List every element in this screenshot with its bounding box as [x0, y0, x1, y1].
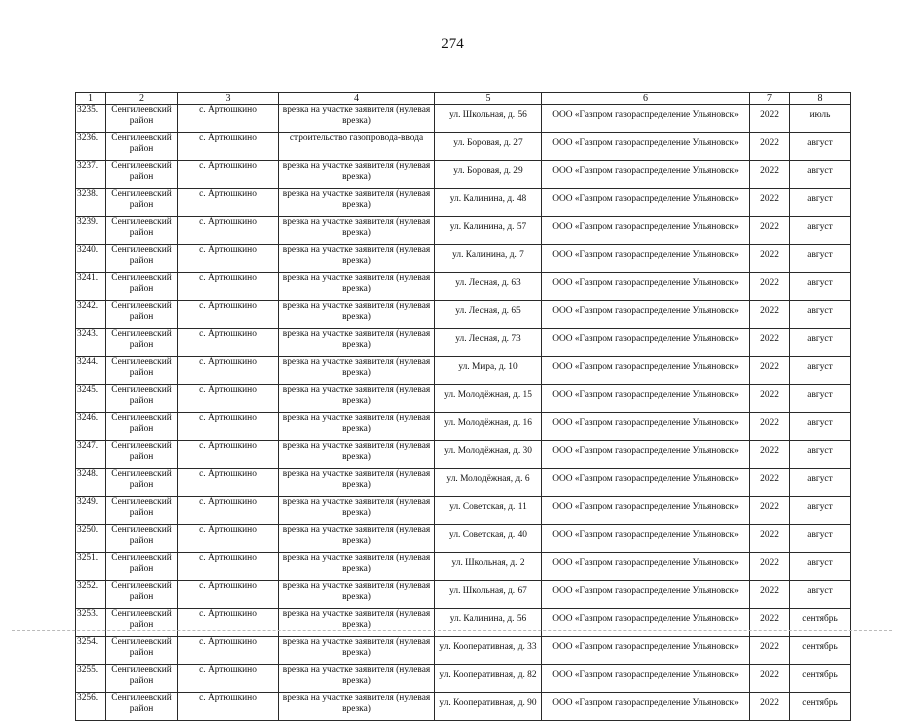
cell-row-number: 3241.: [76, 273, 106, 301]
cell-month: сентябрь: [790, 693, 851, 721]
cell-month: август: [790, 497, 851, 525]
cell-work-type: врезка на участке заявителя (нулевая врезка): [279, 665, 435, 693]
cell-organization: ООО «Газпром газораспределение Ульяновск»: [542, 637, 750, 665]
table-row: [76, 469, 851, 497]
table-row: [76, 581, 851, 609]
cell-district: Сенгилеевский район: [106, 385, 178, 413]
table-body: [76, 105, 851, 721]
cell-address: ул. Лесная, д. 63: [435, 273, 542, 301]
cell-work-type: врезка на участке заявителя (нулевая врезка): [279, 105, 435, 133]
cell-address: ул. Лесная, д. 73: [435, 329, 542, 357]
cell-address: ул. Кооперативная, д. 82: [435, 665, 542, 693]
cell-row-number: 3239.: [76, 217, 106, 245]
cell-row-number: 3243.: [76, 329, 106, 357]
cell-settlement: с. Артюшкино: [178, 245, 279, 273]
cell-month: август: [790, 329, 851, 357]
table-row: [76, 329, 851, 357]
cell-organization: ООО «Газпром газораспределение Ульяновск»: [542, 217, 750, 245]
table-row: [76, 245, 851, 273]
cell-address: ул. Калинина, д. 48: [435, 189, 542, 217]
cell-month: август: [790, 189, 851, 217]
cell-district: Сенгилеевский район: [106, 105, 178, 133]
cell-work-type: врезка на участке заявителя (нулевая врезка): [279, 637, 435, 665]
cell-year: 2022: [750, 105, 790, 133]
table-row: [76, 301, 851, 329]
cell-settlement: с. Артюшкино: [178, 273, 279, 301]
cell-year: 2022: [750, 609, 790, 637]
col-header-2: 2: [106, 93, 178, 105]
cell-year: 2022: [750, 217, 790, 245]
cell-address: ул. Молодёжная, д. 30: [435, 441, 542, 469]
col-header-4: 4: [279, 93, 435, 105]
cell-organization: ООО «Газпром газораспределение Ульяновск»: [542, 161, 750, 189]
cell-settlement: с. Артюшкино: [178, 105, 279, 133]
cell-district: Сенгилеевский район: [106, 189, 178, 217]
cell-row-number: 3245.: [76, 385, 106, 413]
cell-month: август: [790, 133, 851, 161]
cell-work-type: врезка на участке заявителя (нулевая врезка): [279, 357, 435, 385]
cell-work-type: врезка на участке заявителя (нулевая врезка): [279, 497, 435, 525]
cell-address: ул. Кооперативная, д. 90: [435, 693, 542, 721]
cell-settlement: с. Артюшкино: [178, 441, 279, 469]
cell-year: 2022: [750, 161, 790, 189]
cell-year: 2022: [750, 553, 790, 581]
cell-month: август: [790, 553, 851, 581]
cell-address: ул. Школьная, д. 2: [435, 553, 542, 581]
cell-address: ул. Советская, д. 40: [435, 525, 542, 553]
cell-row-number: 3253.: [76, 609, 106, 637]
cell-work-type: врезка на участке заявителя (нулевая врезка): [279, 693, 435, 721]
cell-organization: ООО «Газпром газораспределение Ульяновск»: [542, 273, 750, 301]
cell-district: Сенгилеевский район: [106, 665, 178, 693]
cell-year: 2022: [750, 441, 790, 469]
cell-district: Сенгилеевский район: [106, 273, 178, 301]
cell-row-number: 3236.: [76, 133, 106, 161]
cell-organization: ООО «Газпром газораспределение Ульяновск»: [542, 469, 750, 497]
cell-work-type: врезка на участке заявителя (нулевая врезка): [279, 553, 435, 581]
table-row: [76, 553, 851, 581]
cell-organization: ООО «Газпром газораспределение Ульяновск»: [542, 413, 750, 441]
cell-organization: ООО «Газпром газораспределение Ульяновск»: [542, 525, 750, 553]
cell-settlement: с. Артюшкино: [178, 665, 279, 693]
header-row: [76, 93, 851, 105]
cell-district: Сенгилеевский район: [106, 329, 178, 357]
cell-work-type: врезка на участке заявителя (нулевая врезка): [279, 301, 435, 329]
cell-organization: ООО «Газпром газораспределение Ульяновск»: [542, 581, 750, 609]
cell-settlement: с. Артюшкино: [178, 161, 279, 189]
cell-work-type: врезка на участке заявителя (нулевая врезка): [279, 161, 435, 189]
cell-settlement: с. Артюшкино: [178, 301, 279, 329]
cell-month: август: [790, 357, 851, 385]
table-row: [76, 497, 851, 525]
cell-work-type: врезка на участке заявителя (нулевая врезка): [279, 245, 435, 273]
cell-work-type: врезка на участке заявителя (нулевая врезка): [279, 525, 435, 553]
cell-month: август: [790, 301, 851, 329]
cell-work-type: врезка на участке заявителя (нулевая врезка): [279, 413, 435, 441]
cell-month: август: [790, 161, 851, 189]
cell-organization: ООО «Газпром газораспределение Ульяновск»: [542, 385, 750, 413]
cell-row-number: 3247.: [76, 441, 106, 469]
cell-address: ул. Кооперативная, д. 33: [435, 637, 542, 665]
table-row: [76, 637, 851, 665]
cell-settlement: с. Артюшкино: [178, 357, 279, 385]
cell-year: 2022: [750, 525, 790, 553]
cell-district: Сенгилеевский район: [106, 133, 178, 161]
cell-month: август: [790, 245, 851, 273]
cell-district: Сенгилеевский район: [106, 525, 178, 553]
cell-address: ул. Мира, д. 10: [435, 357, 542, 385]
cell-settlement: с. Артюшкино: [178, 637, 279, 665]
cell-row-number: 3248.: [76, 469, 106, 497]
cell-year: 2022: [750, 693, 790, 721]
cell-organization: ООО «Газпром газораспределение Ульяновск»: [542, 189, 750, 217]
table-row: [76, 161, 851, 189]
cell-month: август: [790, 441, 851, 469]
cell-address: ул. Калинина, д. 57: [435, 217, 542, 245]
cell-organization: ООО «Газпром газораспределение Ульяновск»: [542, 553, 750, 581]
table-row: [76, 693, 851, 721]
cell-work-type: строительство газопровода-ввода: [279, 133, 435, 161]
cell-settlement: с. Артюшкино: [178, 469, 279, 497]
cell-year: 2022: [750, 385, 790, 413]
table-row: [76, 441, 851, 469]
cell-district: Сенгилеевский район: [106, 357, 178, 385]
cell-settlement: с. Артюшкино: [178, 385, 279, 413]
cell-year: 2022: [750, 581, 790, 609]
cell-year: 2022: [750, 357, 790, 385]
cell-row-number: 3254.: [76, 637, 106, 665]
cell-work-type: врезка на участке заявителя (нулевая врезка): [279, 385, 435, 413]
cell-address: ул. Молодёжная, д. 15: [435, 385, 542, 413]
cell-month: сентябрь: [790, 609, 851, 637]
cell-row-number: 3235.: [76, 105, 106, 133]
cell-row-number: 3246.: [76, 413, 106, 441]
col-header-7: 7: [750, 93, 790, 105]
cell-work-type: врезка на участке заявителя (нулевая врезка): [279, 189, 435, 217]
table-row: [76, 413, 851, 441]
cell-year: 2022: [750, 329, 790, 357]
cell-row-number: 3244.: [76, 357, 106, 385]
cell-month: август: [790, 469, 851, 497]
cell-settlement: с. Артюшкино: [178, 497, 279, 525]
col-header-3: 3: [178, 93, 279, 105]
cell-organization: ООО «Газпром газораспределение Ульяновск»: [542, 245, 750, 273]
cell-row-number: 3255.: [76, 665, 106, 693]
table-row: [76, 665, 851, 693]
cell-organization: ООО «Газпром газораспределение Ульяновск»: [542, 665, 750, 693]
cell-month: август: [790, 273, 851, 301]
col-header-5: 5: [435, 93, 542, 105]
cell-year: 2022: [750, 189, 790, 217]
cell-row-number: 3250.: [76, 525, 106, 553]
cell-work-type: врезка на участке заявителя (нулевая врезка): [279, 273, 435, 301]
col-header-1: 1: [76, 93, 106, 105]
cell-row-number: 3252.: [76, 581, 106, 609]
table-row: [76, 189, 851, 217]
cell-row-number: 3237.: [76, 161, 106, 189]
cell-year: 2022: [750, 301, 790, 329]
cell-address: ул. Боровая, д. 29: [435, 161, 542, 189]
table-row: [76, 525, 851, 553]
cell-settlement: с. Артюшкино: [178, 693, 279, 721]
cell-settlement: с. Артюшкино: [178, 413, 279, 441]
cell-work-type: врезка на участке заявителя (нулевая врезка): [279, 581, 435, 609]
cell-address: ул. Калинина, д. 7: [435, 245, 542, 273]
cell-month: август: [790, 525, 851, 553]
cell-work-type: врезка на участке заявителя (нулевая врезка): [279, 609, 435, 637]
col-header-6: 6: [542, 93, 750, 105]
cell-year: 2022: [750, 245, 790, 273]
cell-district: Сенгилеевский район: [106, 637, 178, 665]
cell-settlement: с. Артюшкино: [178, 189, 279, 217]
cell-year: 2022: [750, 637, 790, 665]
cell-row-number: 3256.: [76, 693, 106, 721]
cell-year: 2022: [750, 133, 790, 161]
cell-work-type: врезка на участке заявителя (нулевая врезка): [279, 469, 435, 497]
cell-address: ул. Школьная, д. 56: [435, 105, 542, 133]
cell-row-number: 3251.: [76, 553, 106, 581]
table-row: [76, 133, 851, 161]
cell-year: 2022: [750, 665, 790, 693]
cell-district: Сенгилеевский район: [106, 161, 178, 189]
cell-month: август: [790, 413, 851, 441]
cell-district: Сенгилеевский район: [106, 497, 178, 525]
cell-organization: ООО «Газпром газораспределение Ульяновск»: [542, 441, 750, 469]
cell-organization: ООО «Газпром газораспределение Ульяновск»: [542, 497, 750, 525]
table-row: [76, 217, 851, 245]
cell-year: 2022: [750, 469, 790, 497]
cell-district: Сенгилеевский район: [106, 245, 178, 273]
cell-organization: ООО «Газпром газораспределение Ульяновск»: [542, 301, 750, 329]
table-row: [76, 357, 851, 385]
cell-address: ул. Советская, д. 11: [435, 497, 542, 525]
cell-district: Сенгилеевский район: [106, 553, 178, 581]
cell-organization: ООО «Газпром газораспределение Ульяновск»: [542, 105, 750, 133]
cell-address: ул. Калинина, д. 56: [435, 609, 542, 637]
cell-district: Сенгилеевский район: [106, 217, 178, 245]
cell-year: 2022: [750, 413, 790, 441]
gasification-table: [75, 92, 851, 721]
page-number: 274: [441, 36, 464, 52]
cell-settlement: с. Артюшкино: [178, 525, 279, 553]
cell-district: Сенгилеевский район: [106, 413, 178, 441]
cell-district: Сенгилеевский район: [106, 693, 178, 721]
cell-month: июль: [790, 105, 851, 133]
cell-work-type: врезка на участке заявителя (нулевая врезка): [279, 217, 435, 245]
cell-address: ул. Лесная, д. 65: [435, 301, 542, 329]
cell-organization: ООО «Газпром газораспределение Ульяновск»: [542, 357, 750, 385]
col-header-8: 8: [790, 93, 851, 105]
table-row: [76, 609, 851, 637]
cell-month: август: [790, 385, 851, 413]
cell-organization: ООО «Газпром газораспределение Ульяновск»: [542, 329, 750, 357]
cell-district: Сенгилеевский район: [106, 441, 178, 469]
cell-district: Сенгилеевский район: [106, 581, 178, 609]
cell-row-number: 3249.: [76, 497, 106, 525]
cell-address: ул. Боровая, д. 27: [435, 133, 542, 161]
cell-settlement: с. Артюшкино: [178, 329, 279, 357]
cell-row-number: 3242.: [76, 301, 106, 329]
cell-year: 2022: [750, 497, 790, 525]
cell-month: август: [790, 581, 851, 609]
cell-address: ул. Молодёжная, д. 16: [435, 413, 542, 441]
cell-organization: ООО «Газпром газораспределение Ульяновск»: [542, 609, 750, 637]
table-row: [76, 385, 851, 413]
cell-row-number: 3238.: [76, 189, 106, 217]
cell-address: ул. Молодёжная, д. 6: [435, 469, 542, 497]
cell-district: Сенгилеевский район: [106, 609, 178, 637]
cell-year: 2022: [750, 273, 790, 301]
cell-work-type: врезка на участке заявителя (нулевая врезка): [279, 441, 435, 469]
cell-settlement: с. Артюшкино: [178, 609, 279, 637]
scan-edge-divider: [12, 630, 892, 631]
cell-district: Сенгилеевский район: [106, 469, 178, 497]
cell-organization: ООО «Газпром газораспределение Ульяновск»: [542, 133, 750, 161]
cell-month: сентябрь: [790, 637, 851, 665]
cell-organization: ООО «Газпром газораспределение Ульяновск»: [542, 693, 750, 721]
table-row: [76, 273, 851, 301]
cell-settlement: с. Артюшкино: [178, 217, 279, 245]
cell-month: сентябрь: [790, 665, 851, 693]
cell-row-number: 3240.: [76, 245, 106, 273]
table-row: [76, 105, 851, 133]
cell-district: Сенгилеевский район: [106, 301, 178, 329]
cell-settlement: с. Артюшкино: [178, 553, 279, 581]
cell-address: ул. Школьная, д. 67: [435, 581, 542, 609]
cell-month: август: [790, 217, 851, 245]
cell-work-type: врезка на участке заявителя (нулевая врезка): [279, 329, 435, 357]
cell-settlement: с. Артюшкино: [178, 581, 279, 609]
cell-settlement: с. Артюшкино: [178, 133, 279, 161]
